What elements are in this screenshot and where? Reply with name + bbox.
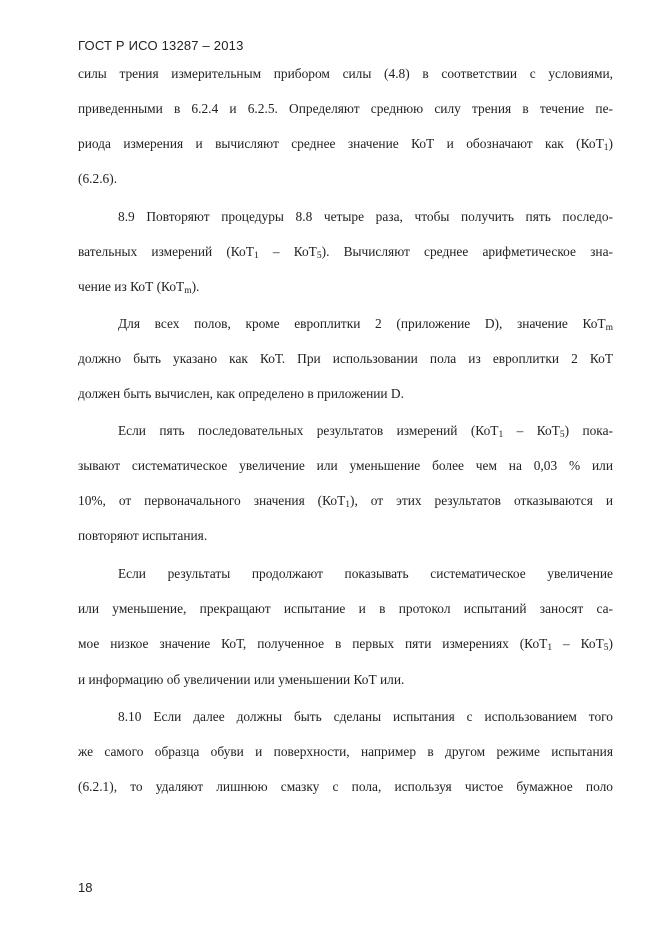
text-segment: ) — [608, 136, 613, 151]
text-line — [78, 279, 613, 295]
text-line: силы трения измерительным прибором силы (4.8) в соответствии с условиями, — [78, 66, 613, 81]
text-line — [78, 493, 613, 509]
subscript: 1 — [547, 643, 553, 653]
subscript: 5 — [559, 430, 565, 440]
text-segment: чение из КоТ (КоТ — [78, 279, 185, 294]
text-segment: – КоТ — [258, 244, 317, 259]
text-line: или уменьшение, прекращают испытание и в протокол испытаний заносят са- — [78, 601, 613, 616]
text-segment: ). Вычисляют среднее арифметическое зна- — [321, 244, 613, 259]
text-line: приведенными в 6.2.4 и 6.2.5. Определяют среднюю силу трения в течение пе- — [78, 101, 613, 116]
subscript: 5 — [316, 251, 322, 261]
text-line — [118, 316, 613, 332]
subscript: 1 — [603, 143, 609, 153]
subscript: 1 — [345, 500, 351, 510]
text-line — [78, 244, 613, 260]
text-line: должно быть указано как КоТ. При использовании пола из европлитки 2 КоТ — [78, 351, 613, 366]
text-line: зывают систематическое увеличение или уменьшение более чем на 0,03 % или — [78, 458, 613, 473]
text-line: (6.2.6). — [78, 171, 118, 186]
text-line: же самого образца обуви и поверхности, например в другом режиме испытания — [78, 744, 613, 759]
text-segment: Если пять последовательных результатов измерений (КоТ — [118, 423, 499, 438]
text-line: должен быть вычислен, как определено в приложении D. — [78, 386, 404, 401]
subscript: m — [184, 286, 192, 296]
text-line: 8.10 Если далее должны быть сделаны испытания с использованием того — [118, 709, 613, 724]
text-line: 8.9 Повторяют процедуры 8.8 четыре раза, чтобы получить пять последо- — [118, 209, 613, 224]
subscript: m — [605, 323, 613, 333]
text-line: и информацию об увеличении или уменьшении КоТ или. — [78, 672, 405, 687]
text-line: повторяют испытания. — [78, 528, 208, 543]
text-segment: вательных измерений (КоТ — [78, 244, 254, 259]
text-segment: ). — [191, 279, 200, 294]
text-segment: – КоТ — [503, 423, 560, 438]
text-line — [118, 423, 613, 439]
text-line — [78, 136, 613, 152]
text-segment: Для всех полов, кроме европлитки 2 (приложение D), значение КоТ — [118, 316, 606, 331]
text-segment: ) — [608, 636, 613, 651]
text-line: (6.2.1), то удаляют лишнюю смазку с пола, используя чистое бумажное поло — [78, 779, 613, 794]
text-segment: – КоТ — [552, 636, 604, 651]
page-number: 18 — [78, 880, 93, 895]
text-segment: мое низкое значение КоТ, полученное в первых пяти измерениях (КоТ — [78, 636, 548, 651]
text-line — [78, 636, 613, 652]
text-segment: ) пока- — [564, 423, 614, 438]
text-segment: 10%, от первоначального значения (КоТ — [78, 493, 346, 508]
document-header: ГОСТ Р ИСО 13287 – 2013 — [78, 38, 244, 53]
subscript: 1 — [253, 251, 259, 261]
subscript: 5 — [603, 643, 609, 653]
text-segment: ), от этих результатов отказываются и — [350, 493, 613, 508]
subscript: 1 — [498, 430, 504, 440]
text-segment: риода измерения и вычисляют среднее значение КоТ и обозначают как (КоТ — [78, 136, 604, 151]
text-line: Если результаты продолжают показывать систематическое увеличение — [118, 566, 613, 581]
